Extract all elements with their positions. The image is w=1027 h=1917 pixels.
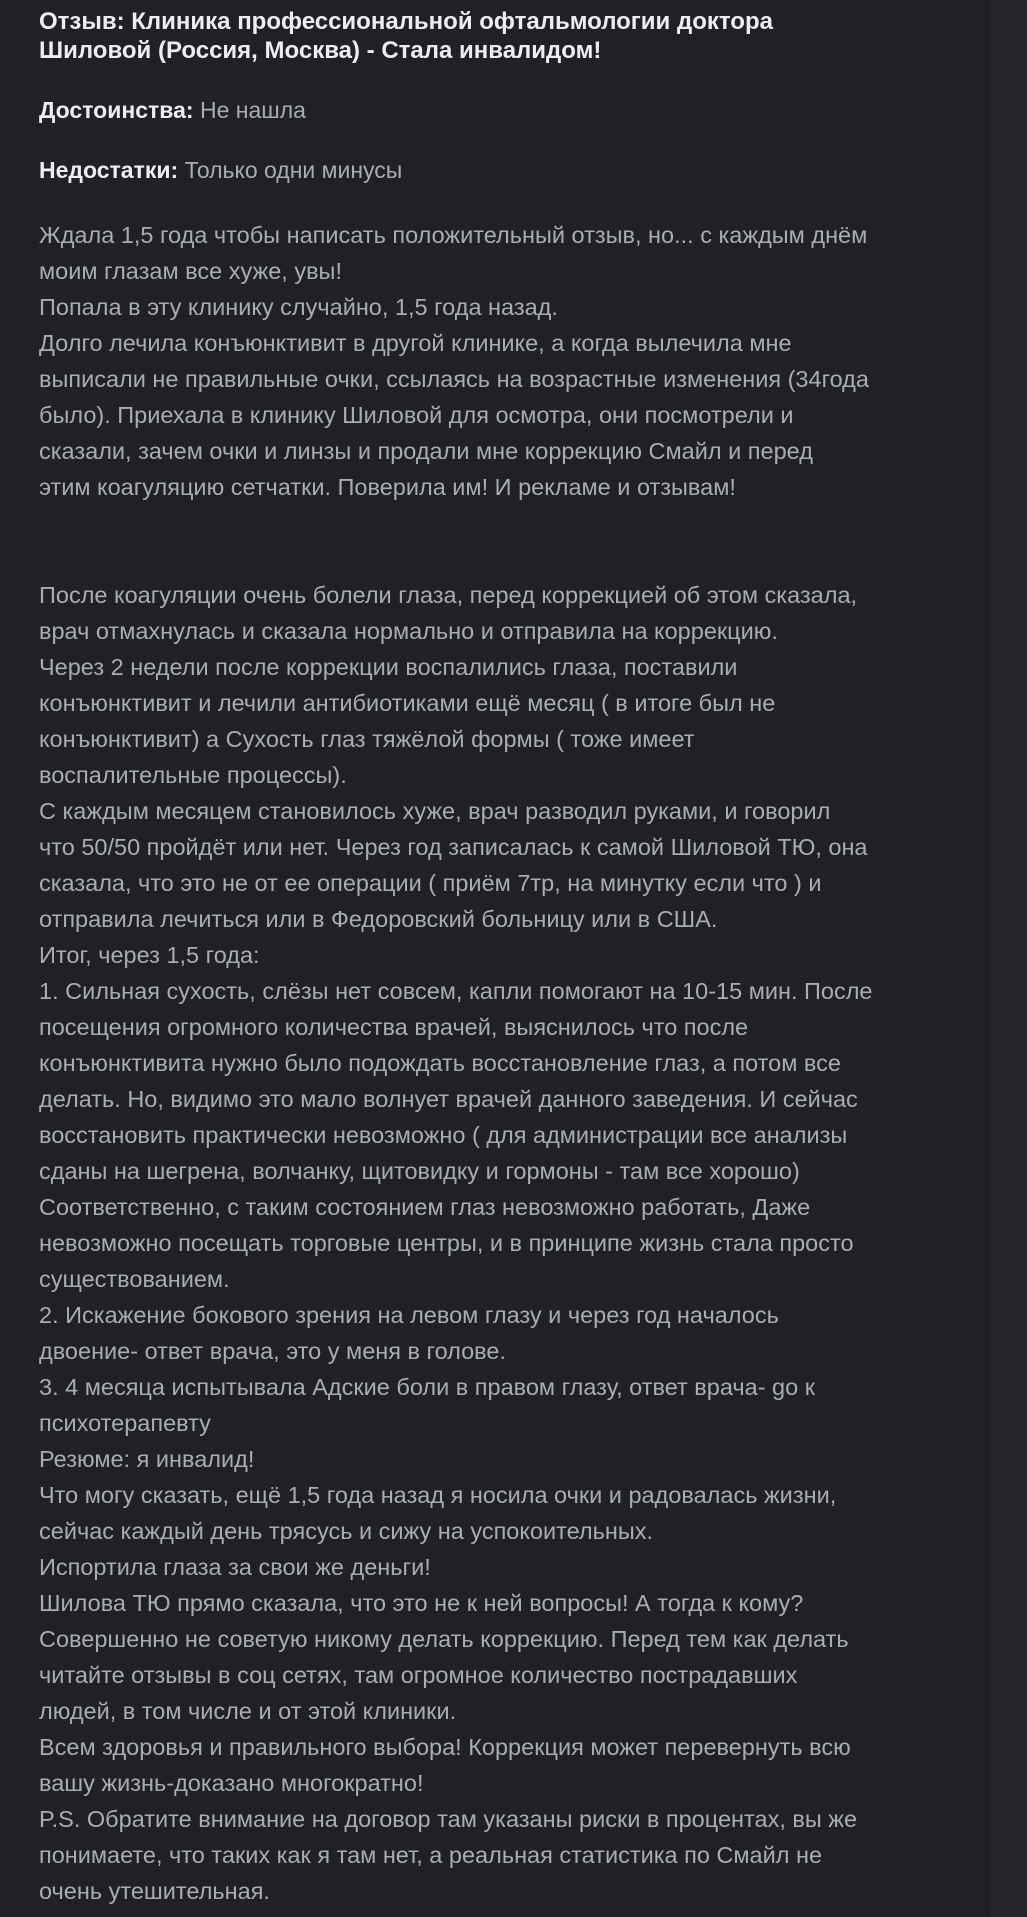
text-line: отправила лечиться или в Федоровский больницу или в США. bbox=[39, 906, 718, 932]
text-line: После коагуляции очень болели глаза, перед коррекцией об этом сказала, bbox=[39, 582, 858, 608]
text-line: очень утешительная. bbox=[39, 1878, 270, 1904]
text-line: Что могу сказать, ещё 1,5 года назад я носила очки и радовалась жизни, bbox=[39, 1482, 837, 1508]
cons-field bbox=[39, 155, 989, 185]
text-line: 3. 4 месяца испытывала Адские боли в правом глазу, ответ врача- go к bbox=[39, 1374, 815, 1400]
text-line: Соответственно, с таким состоянием глаз невозможно работать, Даже bbox=[39, 1194, 811, 1220]
cons-label: Недостатки: bbox=[39, 157, 179, 183]
pros-field bbox=[39, 95, 989, 125]
text-line: Шилова ТЮ прямо сказала, что это не к ней вопросы! А тогда к кому? bbox=[39, 1590, 804, 1616]
text-line: Ждала 1,5 года чтобы написать положительный отзыв, но... с каждым днём bbox=[39, 222, 868, 248]
text-line: конъюнктивит) а Сухость глаз тяжёлой формы ( тоже имеет bbox=[39, 726, 695, 752]
text-line: конъюнктивит и лечили антибиотиками ещё месяц ( в итоге был не bbox=[39, 690, 776, 716]
text-line: Через 2 недели после коррекции воспалились глаза, поставили bbox=[39, 654, 738, 680]
right-edge-strip bbox=[991, 0, 1027, 1917]
cons-value: Только одни минусы bbox=[184, 157, 403, 183]
text-line: Долго лечила конъюнктивит в другой клинике, а когда вылечила мне bbox=[39, 330, 792, 356]
text-line: этим коагуляцию сетчатки. Поверила им! И рекламе и отзывам! bbox=[39, 474, 736, 500]
text-line: сказала, что это не от ее операции ( приём 7тр, на минутку если что ) и bbox=[39, 870, 822, 896]
text-line: моим глазам все хуже, увы! bbox=[39, 258, 342, 284]
text-line: P.S. Обратите внимание на договор там указаны риски в процентах, вы же bbox=[39, 1806, 858, 1832]
text-line: восстановить практически невозможно ( для администрации все анализы bbox=[39, 1122, 848, 1148]
text-line: Итог, через 1,5 года: bbox=[39, 942, 260, 968]
review-title bbox=[39, 7, 989, 65]
text-line: посещения огромного количества врачей, выяснилось что после bbox=[39, 1014, 749, 1040]
review-paragraph-1 bbox=[39, 217, 989, 505]
text-line: Испортила глаза за свои же деньги! bbox=[39, 1554, 431, 1580]
text-line: Резюме: я инвалид! bbox=[39, 1446, 255, 1472]
text-line: сказали, зачем очки и линзы и продали мне коррекцию Смайл и перед bbox=[39, 438, 813, 464]
review-title-line: Отзыв: Клиника профессиональной офтальмологии доктора bbox=[39, 8, 773, 35]
text-line: воспалительные процессы). bbox=[39, 762, 347, 788]
review-title-line: Шиловой (Россия, Москва) - Стала инвалидом! bbox=[39, 37, 602, 64]
text-line: невозможно посещать торговые центры, и в принципе жизнь стала просто bbox=[39, 1230, 854, 1256]
text-line: врач отмахнулась и сказала нормально и отправила на коррекцию. bbox=[39, 618, 778, 644]
pros-label: Достоинства: bbox=[39, 97, 194, 123]
text-line: С каждым месяцем становилось хуже, врач разводил руками, и говорил bbox=[39, 798, 831, 824]
text-line: существованием. bbox=[39, 1266, 230, 1292]
text-line: что 50/50 пройдёт или нет. Через год записалась к самой Шиловой ТЮ, она bbox=[39, 834, 868, 860]
text-line: Совершенно не советую никому делать коррекцию. Перед тем как делать bbox=[39, 1626, 849, 1652]
text-line: было). Приехала в клинику Шиловой для осмотра, они посмотрели и bbox=[39, 402, 794, 428]
text-line: делать. Но, видимо это мало волнует врачей данного заведения. И сейчас bbox=[39, 1086, 858, 1112]
text-line: 2. Искажение бокового зрения на левом глазу и через год началось bbox=[39, 1302, 779, 1328]
text-line: психотерапевту bbox=[39, 1410, 211, 1436]
review-paragraph-2 bbox=[39, 577, 989, 1909]
text-line: читайте отзывы в соц сетях, там огромное количество пострадавших bbox=[39, 1662, 798, 1688]
pros-value: Не нашла bbox=[199, 97, 306, 123]
text-line: Попала в эту клинику случайно, 1,5 года назад. bbox=[39, 294, 558, 320]
text-line: вашу жизнь-доказано многократно! bbox=[39, 1770, 424, 1796]
text-line: выписали не правильные очки, ссылаясь на возрастные изменения (34года bbox=[39, 366, 869, 392]
review-content bbox=[39, 0, 989, 1909]
text-line: двоение- ответ врача, это у меня в голове. bbox=[39, 1338, 506, 1364]
text-line: конъюнктивита нужно было подождать восстановление глаз, а потом все bbox=[39, 1050, 841, 1076]
text-line: Всем здоровья и правильного выбора! Коррекция может перевернуть всю bbox=[39, 1734, 851, 1760]
text-line: людей, в том числе и от этой клиники. bbox=[39, 1698, 457, 1724]
text-line: сейчас каждый день трясусь и сижу на успокоительных. bbox=[39, 1518, 654, 1544]
text-line: понимаете, что таких как я там нет, а реальная статистика по Смайл не bbox=[39, 1842, 823, 1868]
text-line: 1. Сильная сухость, слёзы нет совсем, капли помогают на 10-15 мин. После bbox=[39, 978, 873, 1004]
text-line: сданы на шегрена, волчанку, щитовидку и гормоны - там все хорошо) bbox=[39, 1158, 800, 1184]
